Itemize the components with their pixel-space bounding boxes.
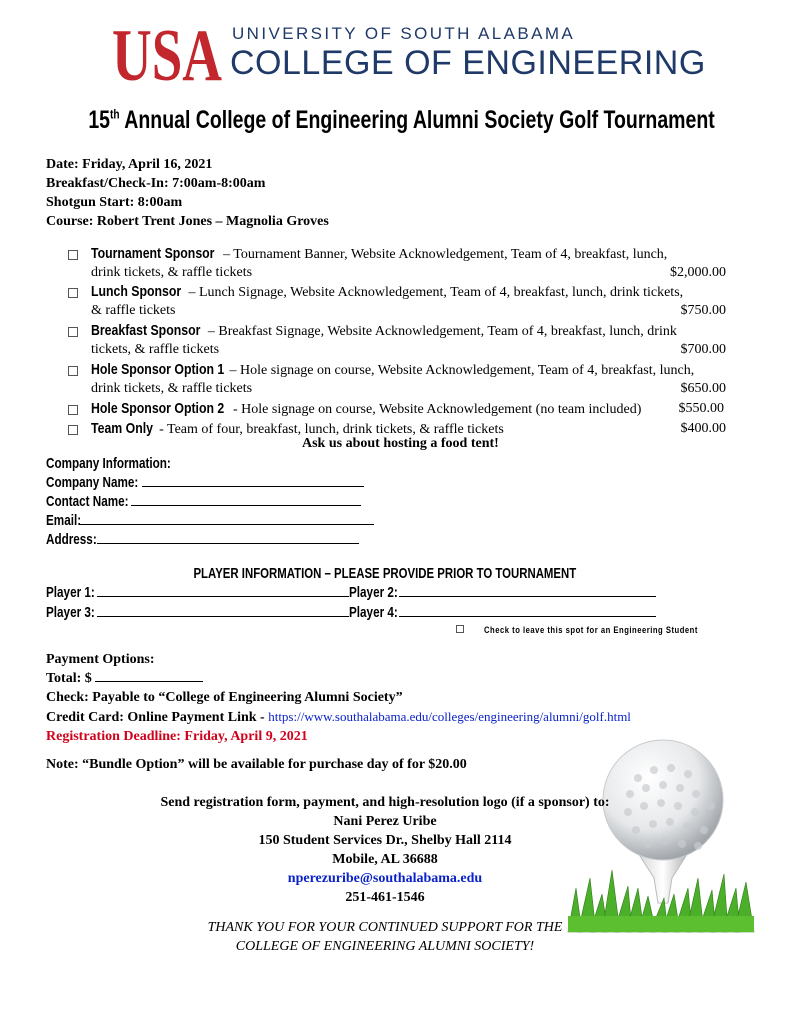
company-name-field[interactable] [142, 473, 364, 487]
engineering-student-checkbox[interactable] [456, 625, 464, 633]
registration-deadline: Registration Deadline: Friday, April 9, 2021 [46, 729, 308, 744]
payment-heading: Payment Options: [46, 652, 155, 667]
company-section [46, 455, 374, 549]
contact-phone: 251-461-1546 [345, 890, 425, 905]
player-1-label: Player 1: [46, 584, 95, 601]
player-3-field[interactable] [97, 603, 349, 617]
sponsor-checkbox[interactable] [68, 425, 78, 435]
sponsor-name: Breakfast Sponsor [91, 322, 201, 339]
sponsor-option [68, 360, 728, 399]
contact-name-field[interactable] [131, 492, 361, 506]
company-heading: Company Information: [46, 455, 171, 472]
sponsor-option [68, 399, 728, 419]
sponsor-list [68, 244, 728, 439]
player-fields [46, 583, 656, 623]
logo-text: USA [112, 15, 222, 97]
sponsor-price: $2,000.00 [670, 265, 726, 280]
event-breakfast: Breakfast/Check-In: 7:00am-8:00am [46, 176, 266, 191]
address-label: Address: [46, 531, 97, 548]
contact-email-link[interactable]: nperezuribe@southalabama.edu [287, 871, 483, 886]
sponsor-price: $750.00 [680, 303, 726, 318]
check-payable: Check: Payable to “College of Engineering Alumni Society” [46, 690, 403, 705]
sponsor-checkbox[interactable] [68, 405, 78, 415]
sponsor-price: $550.00 [678, 401, 724, 416]
sponsor-name: Hole Sponsor Option 2 [91, 400, 225, 417]
thank-you-line-1: THANK YOU FOR YOUR CONTINUED SUPPORT FOR THE [207, 920, 563, 935]
sponsor-name: Tournament Sponsor [91, 245, 215, 262]
usa-logo [112, 14, 224, 97]
sponsor-price: $650.00 [680, 381, 726, 396]
sponsor-desc-cont: drink tickets, & raffle tickets [91, 265, 253, 280]
title-rest: Annual College of Engineering Alumni Society Golf Tournament [119, 106, 715, 134]
sponsor-desc: - Team of four, breakfast, lunch, drink tickets, & raffle tickets [155, 422, 504, 437]
email-field[interactable] [80, 511, 374, 525]
sponsor-name: Team Only [91, 420, 153, 437]
sponsor-checkbox[interactable] [68, 327, 78, 337]
player-1-field[interactable] [97, 583, 349, 597]
title-sup: th [110, 106, 120, 122]
sponsor-desc-cont: & raffle tickets [91, 303, 176, 318]
payment-link[interactable]: https://www.southalabama.edu/colleges/engineering/alumni/golf.html [268, 709, 631, 724]
engineering-student-option [456, 620, 736, 638]
event-course: Course: Robert Trent Jones – Magnolia Groves [46, 214, 329, 229]
player-4-label: Player 4: [348, 604, 398, 621]
sponsor-option [68, 282, 728, 321]
sponsor-desc: – Lunch Signage, Website Acknowledgement, Team of 4, breakfast, lunch, drink tickets, [185, 285, 684, 300]
sponsor-option [68, 244, 728, 282]
sponsor-price: $400.00 [680, 421, 726, 436]
sponsor-option [68, 321, 728, 360]
address-field[interactable] [97, 530, 359, 544]
engineering-student-label: Check to leave this spot for an Engineering Student [484, 625, 698, 635]
send-intro: Send registration form, payment, and high-resolution logo (if a sponsor) to: [160, 795, 610, 810]
thank-you-line-2: COLLEGE OF ENGINEERING ALUMNI SOCIETY! [235, 939, 535, 954]
sponsor-checkbox[interactable] [68, 366, 78, 376]
sponsor-desc: - Hole signage on course, Website Acknowledgement (no team included) [229, 402, 642, 417]
contact-person: Nani Perez Uribe [333, 814, 437, 829]
payment-section [46, 650, 631, 746]
sponsor-name: Hole Sponsor Option 1 [91, 361, 225, 378]
contact-address-1: 150 Student Services Dr., Shelby Hall 2114 [258, 833, 512, 848]
sponsor-desc: – Hole signage on course, Website Acknowledgement, Team of 4, breakfast, lunch, [229, 363, 695, 378]
contact-address-2: Mobile, AL 36688 [332, 852, 438, 867]
player-2-field[interactable] [399, 583, 656, 597]
send-section [90, 793, 680, 907]
sponsor-price: $700.00 [680, 342, 726, 357]
bundle-note: Note: “Bundle Option” will be available for purchase day of for $20.00 [46, 757, 467, 772]
sponsor-desc-cont: tickets, & raffle tickets [91, 342, 220, 357]
college-name: COLLEGE OF ENGINEERING [230, 44, 706, 82]
page-title [0, 106, 770, 135]
player-heading: PLAYER INFORMATION – PLEASE PROVIDE PRIOR TO TOURNAMENT [193, 565, 577, 582]
contact-name-label: Contact Name: [46, 493, 129, 510]
player-2-label: Player 2: [348, 584, 398, 601]
total-field[interactable] [95, 669, 203, 682]
sponsor-desc: – Tournament Banner, Website Acknowledgement, Team of 4, breakfast, lunch, [219, 247, 668, 262]
sponsor-checkbox[interactable] [68, 288, 78, 298]
event-shotgun: Shotgun Start: 8:00am [46, 195, 183, 210]
event-date: Date: Friday, April 16, 2021 [46, 157, 213, 172]
player-4-field[interactable] [399, 603, 656, 617]
company-name-label: Company Name: [46, 474, 139, 491]
player-3-label: Player 3: [46, 604, 95, 621]
food-tent-note: Ask us about hosting a food tent! [302, 436, 499, 451]
credit-card-label: Credit Card: Online Payment Link - [46, 710, 269, 725]
email-label: Email: [46, 512, 82, 529]
sponsor-desc: – Breakfast Signage, Website Acknowledgement, Team of 4, breakfast, lunch, drink [204, 324, 677, 339]
total-label: Total: $ [46, 671, 92, 686]
thank-you [90, 918, 680, 956]
title-number: 15 [88, 106, 111, 134]
sponsor-desc-cont: drink tickets, & raffle tickets [91, 381, 253, 396]
university-name: UNIVERSITY OF SOUTH ALABAMA [232, 24, 576, 43]
sponsor-checkbox[interactable] [68, 250, 78, 260]
sponsor-name: Lunch Sponsor [91, 283, 182, 300]
